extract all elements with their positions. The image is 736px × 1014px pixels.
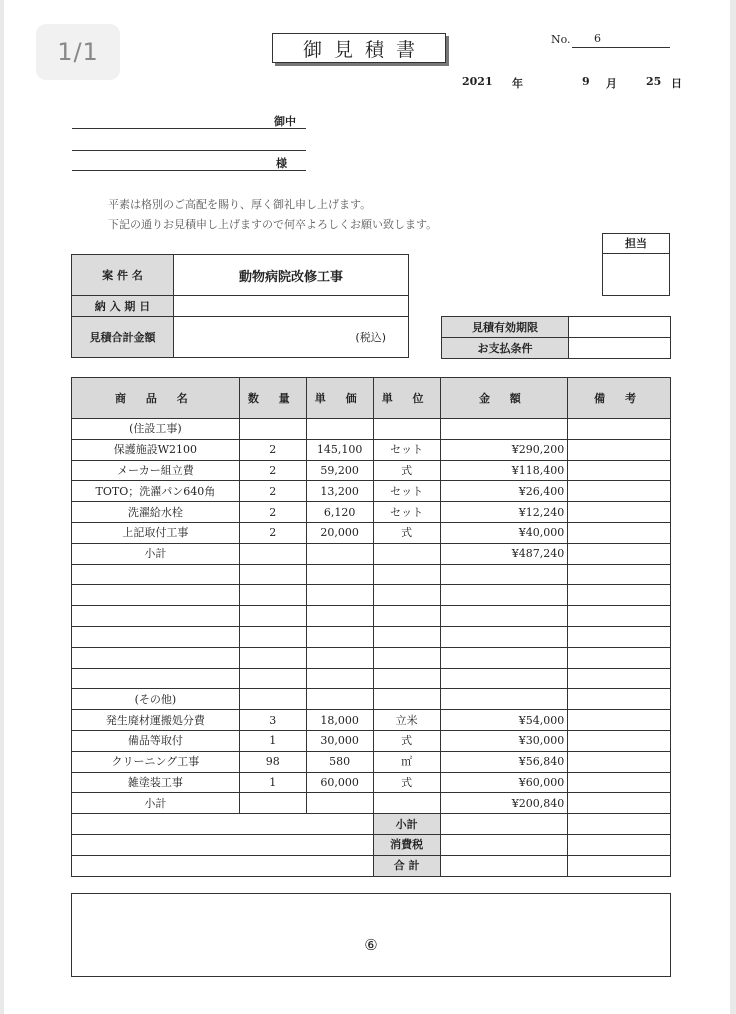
estimate-items-table [71,377,671,877]
recipient-suffix-onchu: 御中 [274,115,296,128]
summary-tax-row [72,834,671,855]
date-day: 25 [646,75,662,88]
cell-quantity [239,606,306,627]
table-row [72,730,671,751]
no-label: No. [551,33,571,46]
cell-unit-price: 580 [306,751,373,772]
table-row [72,626,671,647]
cell-amount [440,668,568,689]
cell-unit: セット [373,502,440,523]
cell-remarks [568,606,671,627]
cell-unit: セット [373,439,440,460]
cell-unit-price: 60,000 [306,772,373,793]
cell-remarks [568,751,671,772]
cell-product: 雑塗装工事 [72,772,240,793]
cell-unit [373,626,440,647]
summary-tax-remarks [568,834,671,855]
summary-tax-label: 消費税 [373,834,440,855]
cell-amount [440,419,568,440]
date-year-unit: 年 [512,77,523,90]
cell-amount: ¥487,240 [440,543,568,564]
header-quantity: 数 量 [239,378,306,419]
cell-product: 小計 [72,543,240,564]
cell-amount: ¥26,400 [440,481,568,502]
table-row [72,439,671,460]
greeting-line-1: 平素は格別のご高配を賜り、厚く御礼申し上げます。 [108,198,372,211]
cell-unit-price [306,647,373,668]
cell-product: 洗濯給水栓 [72,502,240,523]
notes-mark: ⑥ [364,936,378,954]
summary-subtotal-value [440,814,568,835]
header-unit: 単 位 [373,378,440,419]
cell-unit-price: 6,120 [306,502,373,523]
cell-unit: 式 [373,772,440,793]
cell-remarks [568,502,671,523]
cell-amount [440,606,568,627]
cell-product: 小計 [72,793,240,814]
cell-unit-price [306,793,373,814]
cell-unit [373,647,440,668]
recipient-line-2 [72,150,306,151]
summary-subtotal-row [72,814,671,835]
cell-remarks [568,710,671,731]
payment-terms-label: お支払条件 [442,338,569,359]
recipient-line-1 [72,128,306,129]
cell-remarks [568,419,671,440]
cell-quantity [239,419,306,440]
cell-unit [373,419,440,440]
payment-terms-value [569,338,671,359]
cell-unit-price [306,606,373,627]
cell-product [72,606,240,627]
cell-product: 上記取付工事 [72,522,240,543]
cell-remarks [568,564,671,585]
tax-included-note: (税込) [174,317,409,358]
table-row [72,460,671,481]
cell-remarks [568,730,671,751]
cell-remarks [568,543,671,564]
project-info-table [71,254,409,358]
delivery-date-value [174,296,409,317]
cell-product: 保護施設W2100 [72,439,240,460]
summary-total-label: 合 計 [373,855,440,876]
table-row [72,710,671,731]
cell-product [72,585,240,606]
cell-quantity [239,647,306,668]
header-product: 商 品 名 [72,378,240,419]
cell-quantity: 2 [239,502,306,523]
cell-quantity [239,689,306,710]
item-rows [72,419,671,814]
cell-remarks [568,647,671,668]
cell-amount [440,564,568,585]
cell-amount: ¥12,240 [440,502,568,523]
header-remarks: 備 考 [568,378,671,419]
cell-unit-price: 30,000 [306,730,373,751]
date-month-unit: 月 [606,77,617,90]
cell-unit: 立米 [373,710,440,731]
cell-quantity: 1 [239,772,306,793]
cell-amount: ¥60,000 [440,772,568,793]
cell-unit-price [306,668,373,689]
table-row [72,772,671,793]
cell-remarks [568,793,671,814]
cell-amount: ¥54,000 [440,710,568,731]
table-row [72,689,671,710]
cell-unit-price: 20,000 [306,522,373,543]
cell-unit-price [306,564,373,585]
cell-remarks [568,481,671,502]
cell-quantity: 2 [239,439,306,460]
cell-remarks [568,668,671,689]
cell-amount: ¥290,200 [440,439,568,460]
table-row [72,668,671,689]
cell-unit [373,564,440,585]
cell-unit-price [306,689,373,710]
cell-product: (住設工事) [72,419,240,440]
cell-amount [440,585,568,606]
cell-unit [373,585,440,606]
summary-total-value [440,855,568,876]
document-title: 御見積書 [272,33,446,63]
cell-unit [373,793,440,814]
table-row [72,793,671,814]
cell-remarks [568,585,671,606]
cell-unit [373,668,440,689]
cell-unit: 式 [373,460,440,481]
cell-unit [373,543,440,564]
cell-remarks [568,460,671,481]
table-row [72,502,671,523]
cell-remarks [568,689,671,710]
cell-amount [440,647,568,668]
table-row [72,606,671,627]
cell-amount: ¥200,840 [440,793,568,814]
cell-product: 備品等取付 [72,730,240,751]
cell-remarks [568,522,671,543]
items-header-row [72,378,671,419]
summary-blank [72,834,374,855]
table-row [72,585,671,606]
cell-product: クリーニング工事 [72,751,240,772]
cell-unit [373,689,440,710]
project-name-label: 案 件 名 [72,255,174,296]
cell-amount: ¥40,000 [440,522,568,543]
cell-quantity [239,626,306,647]
summary-subtotal-label: 小計 [373,814,440,835]
cell-amount: ¥118,400 [440,460,568,481]
date-year: 2021 [462,75,493,88]
cell-product: (その他) [72,689,240,710]
cell-amount: ¥56,840 [440,751,568,772]
table-row [72,564,671,585]
notes-box [71,893,671,977]
summary-total-row [72,855,671,876]
table-row [72,481,671,502]
cell-unit-price: 145,100 [306,439,373,460]
cell-amount [440,626,568,647]
cell-amount [440,689,568,710]
cell-product [72,668,240,689]
summary-blank [72,814,374,835]
cell-quantity: 2 [239,460,306,481]
cell-product: 発生廃材運搬処分費 [72,710,240,731]
cell-quantity: 1 [239,730,306,751]
cell-product [72,647,240,668]
header-amount: 金 額 [440,378,568,419]
no-value: 6 [572,32,670,48]
cell-unit: セット [373,481,440,502]
summary-subtotal-remarks [568,814,671,835]
tanto-box [602,233,670,296]
greeting-line-2: 下記の通りお見積申し上げますので何卒よろしくお願い致します。 [108,218,438,231]
cell-amount: ¥30,000 [440,730,568,751]
cell-quantity: 2 [239,481,306,502]
cell-quantity [239,668,306,689]
cell-unit-price: 13,200 [306,481,373,502]
terms-table [441,316,671,359]
cell-unit-price [306,585,373,606]
cell-product [72,626,240,647]
cell-unit: ㎡ [373,751,440,772]
table-row [72,419,671,440]
summary-blank [72,855,374,876]
summary-total-remarks [568,855,671,876]
cell-unit-price: 59,200 [306,460,373,481]
cell-quantity [239,543,306,564]
date-month: 9 [582,75,590,88]
cell-quantity: 2 [239,522,306,543]
recipient-line-3 [72,170,306,171]
table-row [72,543,671,564]
table-row [72,751,671,772]
cell-unit-price [306,626,373,647]
cell-product [72,564,240,585]
cell-quantity [239,585,306,606]
total-amount-label: 見積合計金額 [72,317,174,358]
cell-remarks [568,439,671,460]
cell-unit-price: 18,000 [306,710,373,731]
recipient-suffix-sama: 様 [276,157,287,170]
summary-tax-value [440,834,568,855]
cell-unit: 式 [373,730,440,751]
page-indicator: 1/1 [36,24,120,80]
cell-quantity: 3 [239,710,306,731]
cell-quantity [239,564,306,585]
tanto-label: 担当 [603,234,669,254]
delivery-date-label: 納 入 期 日 [72,296,174,317]
cell-remarks [568,772,671,793]
validity-value [569,317,671,338]
cell-quantity: 98 [239,751,306,772]
document-page [4,0,730,1014]
cell-remarks [568,626,671,647]
cell-quantity [239,793,306,814]
cell-unit: 式 [373,522,440,543]
project-name-value: 動物病院改修工事 [174,255,409,296]
cell-product: メーカー組立費 [72,460,240,481]
header-unit-price: 単 価 [306,378,373,419]
date-day-unit: 日 [671,77,682,90]
cell-unit-price [306,419,373,440]
cell-product: TOTO；洗濯パン640角 [72,481,240,502]
table-row [72,522,671,543]
cell-unit-price [306,543,373,564]
table-row [72,647,671,668]
cell-unit [373,606,440,627]
validity-label: 見積有効期限 [442,317,569,338]
